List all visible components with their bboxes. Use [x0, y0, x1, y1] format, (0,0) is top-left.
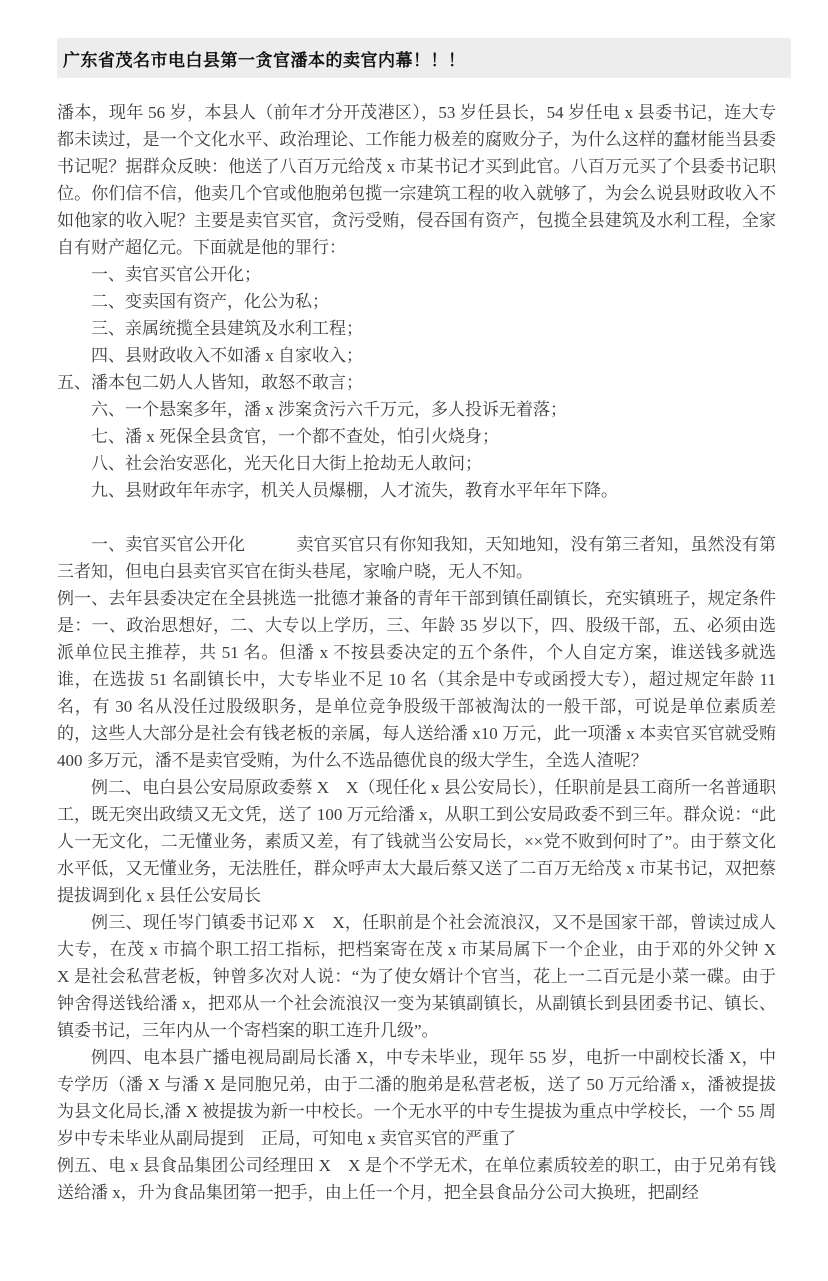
crime-list-item-2: 二、变卖国有资产，化公为私；: [91, 292, 329, 311]
crime-list-item-5: 五、潘本包二奶人人皆知，敢怒不敢言；: [57, 373, 363, 392]
crime-list-item-7: 七、潘 x 死保全县贪官，一个都不查处，怕引火烧身；: [91, 427, 499, 446]
intro-paragraph: 潘本，现年 56 岁，本县人（前年才分开茂港区），53 岁任县长，54 岁任电 x 县委书记，连大专都未读过，是一个文化水平、政治理论、工作能力极差的腐败分子，为什么这样的蠢材能当县委书记呢？据群众反映：他送了八百万元给茂 x 市某书记才买到此官。八百万元买了个县委书记职位。你们信不信，他卖几个官或他胞弟包揽一宗建筑工程的收入就够了，为会么说县财政收入不如他家的收入呢？主要是卖官买官，贪污受贿，侵吞国有资产，包揽全县建筑及水利工程，全家自有财产超亿元。下面就是他的罪行：: [57, 103, 776, 257]
crime-list-item-4: 四、县财政收入不如潘 x 自家收入；: [91, 346, 363, 365]
crime-list-item-9: 九、县财政年年赤字，机关人员爆棚，人才流失，教育水平年年下降。: [91, 481, 618, 500]
example-paragraph-1: 例一、去年县委决定在全县挑选一批德才兼备的青年干部到镇任副镇长，充实镇班子，规定条件是：一、政治思想好，二、大专以上学历，三、年龄 35 岁以下，四、股级干部，五、必须由选派单位民主推荐，共 51 名。但潘 x 不按县委决定的五个条件，个人自定方案，谁送钱多就选谁，在选拔 51 名副镇长中，大专毕业不足 10 名（其余是中专或函授大专），超过规定年龄 11 名，有 30 名从没任过股级职务，是单位竞争股级干部被淘汰的一般干部，可说是单位素质差的，这些人大部分是社会有钱老板的亲属，每人送给潘 x10 万元，此一项潘 x 本卖官买官就受贿 400 多万元，潘不是卖官受贿，为什么不选品德优良的级大学生，全选人渣呢？: [57, 589, 776, 770]
crime-list-item-3: 三、亲属统揽全县建筑及水利工程；: [91, 319, 363, 338]
example-paragraph-3: 例三、现任岑门镇委书记邓 X X，任职前是个社会流浪汉，又不是国家干部，曾读过成人大专，在茂 x 市搞个职工招工指标，把档案寄在茂 x 市某局属下一个企业，由于邓的外父钟 X X 是社会私营老板，钟曾多次对人说：“为了使女婿计个官当，花上一二百元是小菜一碟。由于钟舍得送钱给潘 x，把邓从一个社会流浪汉一变为某镇副镇长，从副镇长到县团委书记、镇长、镇委书记，三年内从一个寄档案的职工连升几级”。: [57, 913, 793, 1040]
document-title-bar: [57, 38, 791, 78]
crime-list-item-8: 八、社会治安恶化，光天化日大街上抢劫无人敢问；: [91, 454, 482, 473]
document-title: 广东省茂名市电白县第一贪官潘本的卖官内幕！！！: [63, 50, 466, 70]
document-body: [57, 99, 793, 1206]
example-paragraph-4: 例四、电本县广播电视局副局长潘 X，中专未毕业，现年 55 岁，电折一中副校长潘 X，中专学历（潘 X 与潘 X 是同胞兄弟，由于二潘的胞弟是私营老板，送了 50 万元给潘 x，潘被提拔为县文化局长,潘 X 被提拔为新一中校长。一个无水平的中专生提拔为重点中学校长，一个 55 周岁中专未毕业从副局提到 正局，可知电 x 卖官买官的严重了: [57, 1048, 776, 1148]
section-one-paragraph: 一、卖官买官公开化 卖官买官只有你知我知，天知地知，没有第三者知，虽然没有第三者知，但电白县卖官买官在街头巷尾，家喻户晓，无人不知。: [57, 535, 776, 581]
crime-list-item-1: 一、卖官买官公开化；: [91, 265, 261, 284]
example-paragraph-2: 例二、电白县公安局原政委蔡 X X（现任化 x 县公安局长），任职前是县工商所一名普通职工，既无突出政绩又无文凭，送了 100 万元给潘 x，从职工到公安局政委不到三年。群众说：“此人一无文化，二无懂业务，素质又差，有了钱就当公安局长，××党不败到何时了”。由于蔡文化水平低，又无懂业务，无法胜任，群众呼声太大最后蔡又送了二百万无给茂 x 市某书记，双把蔡提拔调到化 x 县任公安局长: [57, 778, 776, 905]
example-paragraph-5: 例五、电 x 县食品集团公司经理田 X X 是个不学无术，在单位素质较差的职工，由于兄弟有钱送给潘 x，升为食品集团第一把手，由上任一个月，把全县食品分公司大换班，把副经: [57, 1156, 776, 1202]
crime-list-item-6: 六、一个悬案多年，潘 x 涉案贪污六千万元，多人投诉无着落；: [91, 400, 567, 419]
